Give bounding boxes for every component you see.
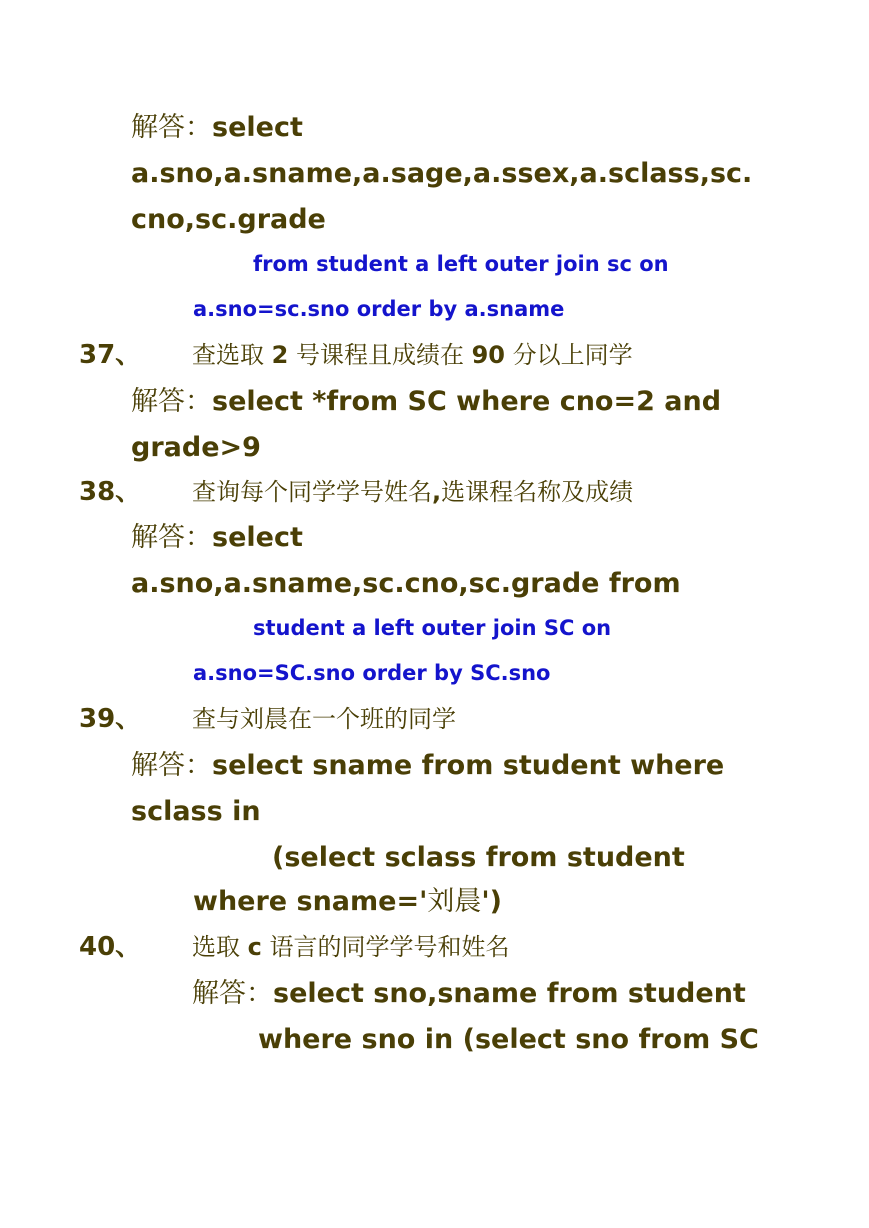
answer-label: 解答： [131,112,212,143]
question-number: 40、 [79,932,142,962]
question-number: 38、 [79,477,142,507]
answer-36-line-3: cno,sc.grade [131,204,326,235]
answer-39-line-3: (select sclass from student [272,842,685,873]
answer-40-line-1 [192,980,746,1007]
question-40-number [79,934,141,960]
title-part: 分以上同学 [505,341,633,369]
sql-text: select *from SC where cno=2 and [212,386,722,417]
answer-38-line-1 [131,524,303,551]
title-part: 号课程且成绩在 [288,341,472,369]
answer-39-line-1 [131,752,724,779]
answer-36-line-4: from student a left outer join sc on [253,252,669,276]
title-number: 2 [271,341,289,369]
title-part: 语言的同学学号和姓名 [261,933,510,961]
answer-label: 解答： [131,386,212,417]
title-number: 90 [471,341,506,369]
title-part: , [432,478,442,506]
title-part: 查询每个同学学号姓名 [192,478,432,506]
question-40-title [192,935,510,959]
sql-text: ') [481,886,502,917]
question-39-title: 查与刘晨在一个班的同学 [192,705,456,733]
answer-37-line-2: grade>9 [131,432,261,463]
answer-label: 解答： [192,978,273,1009]
answer-39-line-4 [193,888,502,915]
sql-text: select sname from student where [212,750,725,781]
question-37-number [79,342,141,368]
answer-40-line-2: where sno in (select sno from SC [258,1024,759,1055]
answer-38-line-3: student a left outer join SC on [253,616,612,640]
sql-text: 刘晨 [427,886,482,917]
answer-38-line-2: a.sno,a.sname,sc.cno,sc.grade from [131,568,681,599]
sql-text: select [212,522,303,553]
question-38-number [79,479,141,505]
question-38-title [192,480,633,504]
answer-37-line-1 [131,388,721,415]
sql-text: select sno,sname from student [273,978,746,1009]
question-37-title [192,343,633,367]
sql-text: where sname=' [193,886,428,917]
title-part: 查选取 [192,341,272,369]
answer-36-line-1 [131,114,303,141]
answer-label: 解答： [131,522,212,553]
question-number: 39、 [79,704,142,734]
question-39-number [79,706,141,732]
answer-36-line-5: a.sno=sc.sno order by a.sname [193,297,565,321]
answer-38-line-4: a.sno=SC.sno order by SC.sno [193,661,551,685]
title-part: 选取 [192,933,248,961]
sql-text: select [212,112,303,143]
title-part: 选课程名称及成绩 [441,478,634,506]
answer-36-line-2: a.sno,a.sname,a.sage,a.ssex,a.sclass,sc. [131,158,753,189]
answer-39-line-2: sclass in [131,796,261,827]
title-part: c [247,933,262,961]
question-number: 37、 [79,340,142,370]
answer-label: 解答： [131,750,212,781]
